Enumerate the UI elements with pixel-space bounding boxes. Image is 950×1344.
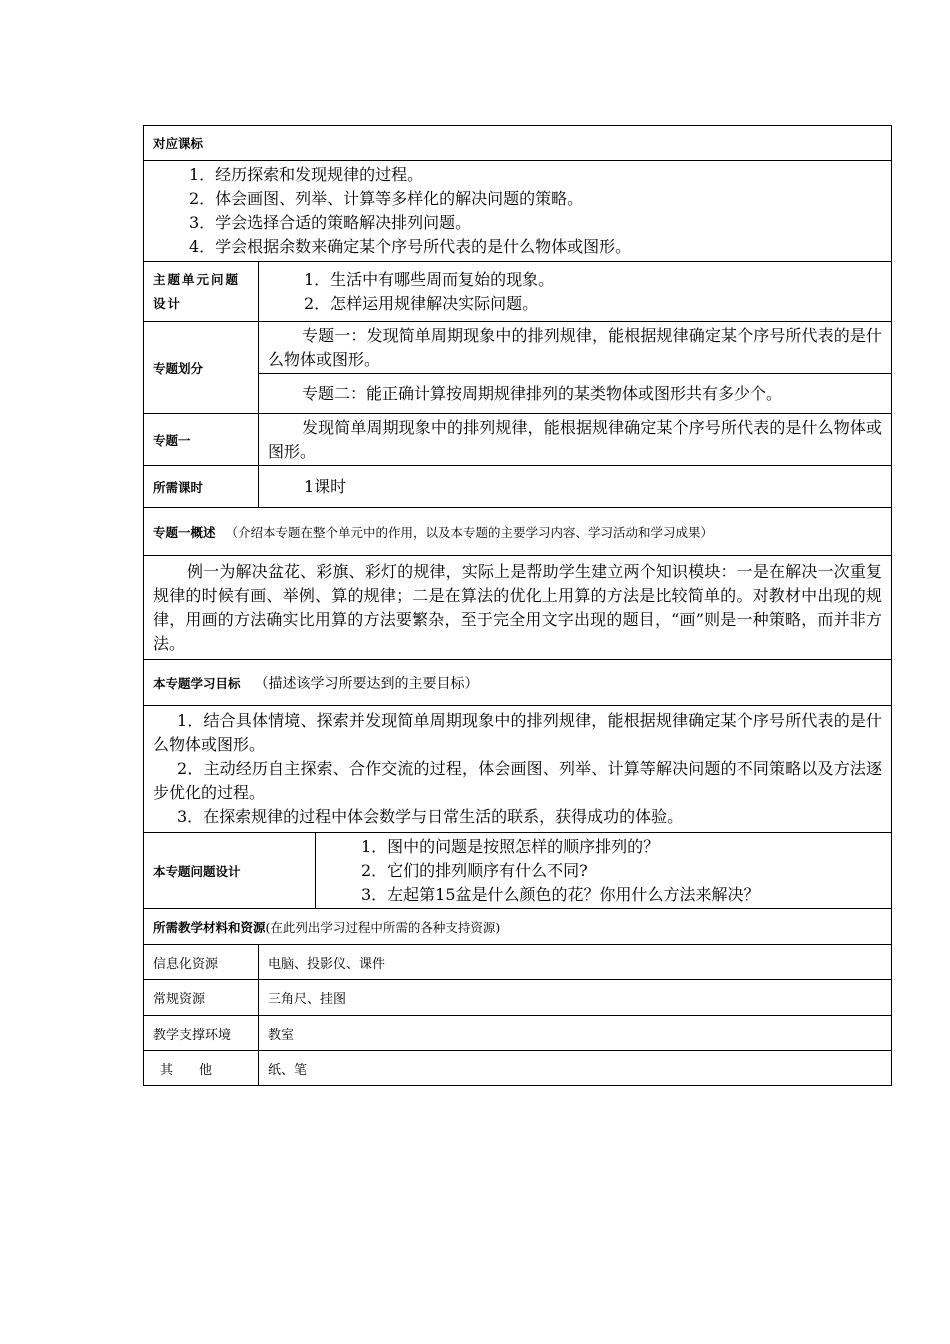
goals-list [144,706,892,833]
row-overview-header [144,508,892,556]
question-item: 1．图中的问题是按照怎样的顺序排列的？ [361,836,660,856]
row-hours [144,466,892,508]
topic1-text: 发现简单周期现象中的排列规律，能根据规律确定某个序号所代表的是什么物体或图形。 [259,414,892,466]
goal-item: 1．结合具体情境、探索并发现简单周期现象中的排列规律，能根据规律确定某个序号所代表的是什么物体或图形。 [153,711,883,754]
goals-header [144,660,892,706]
hours-label: 所需课时 [144,466,259,508]
question-item: 2．它们的排列顺序有什么不同? [361,860,588,880]
overview-header [144,508,892,556]
row-biaozhun-items [144,161,892,262]
row-unit [144,262,892,322]
resources-note: (在此列出学习过程中所需的各种支持资源) [265,919,501,935]
question-item: 3．左起第15盆是什么颜色的花？你用什么方法来解决？ [361,884,760,904]
overview-note: （介绍本专题在整个单元中的作用，以及本专题的主要学习内容、学习活动和学习成果） [225,524,714,540]
overview-label: 专题一概述 [153,524,216,540]
goal-item: 2．主动经历自主探索、合作交流的过程，体会画图、列举、计算等解决问题的不同策略以及方法逐步优化的过程。 [153,759,883,802]
unit-item: 2．怎样运用规律解决实际问题。 [304,293,539,313]
biaozhun-item: 4．学会根据余数来确定某个序号所代表的是什么物体或图形。 [189,237,632,256]
resource-label-regular: 常规资源 [144,980,259,1016]
resource-value-environment: 教室 [259,1016,892,1051]
resource-label-environment: 教学支撑环境 [144,1016,259,1051]
row-goals-items [144,706,892,833]
row-resource-other [144,1051,892,1086]
topic1-label: 专题一 [144,414,259,466]
division-item-1: 专题一：发现简单周期现象中的排列规律，能根据规律确定某个序号所代表的是什么物体或图形。 [259,322,892,374]
lesson-plan-document [143,125,891,1086]
unit-item: 1．生活中有哪些周而复始的现象。 [304,269,555,289]
hours-value: 1课时 [259,466,892,508]
resource-label-info: 信息化资源 [144,945,259,980]
resource-value-regular: 三角尺、挂图 [259,980,892,1016]
row-resource-environment [144,1016,892,1051]
row-resource-info [144,945,892,980]
goals-note: （描述该学习所要达到的主要目标） [254,675,479,692]
questions-label: 本专题问题设计 [144,833,316,909]
row-resource-regular [144,980,892,1016]
row-goals-header [144,660,892,706]
row-topic1 [144,414,892,466]
goal-item: 3．在探索规律的过程中体会数学与日常生活的联系，获得成功的体验。 [177,807,684,826]
division-label: 专题划分 [144,322,259,414]
overview-text: 例一为解决盆花、彩旗、彩灯的规律，实际上是帮助学生建立两个知识模块：一是在解决一次重复规律的时候有画、举例、算的规律；二是在算法的优化上用算的方法是比较简单的。对教材中出现的规律，用画的方法确实比用算的方法要繁杂，至于完全用文字出现的题目，“画”则是一种策略，而并非方法。 [144,556,892,660]
biaozhun-item: 1．经历探索和发现规律的过程。 [189,165,424,184]
row-overview-text [144,556,892,660]
goals-label: 本专题学习目标 [153,675,241,691]
row-questions [144,833,892,909]
resource-value-info: 电脑、投影仪、课件 [259,945,892,980]
division-item-2: 专题二：能正确计算按周期规律排列的某类物体或图形共有多少个。 [259,374,892,414]
unit-list [259,262,892,322]
row-division-1 [144,322,892,374]
resources-label: 所需教学材料和资源 [153,919,266,935]
resources-header [144,909,892,945]
lesson-plan-table [143,125,892,1086]
resource-label-other: 其 他 [144,1051,259,1086]
biaozhun-item: 2．体会画图、列举、计算等多样化的解决问题的策略。 [189,189,584,208]
questions-list [316,833,892,909]
biaozhun-item: 3．学会选择合适的策略解决排列问题。 [189,213,472,232]
biaozhun-list [144,161,892,262]
row-biaozhun-header [144,126,892,161]
resource-value-other: 纸、笔 [259,1051,892,1086]
row-resources-header [144,909,892,945]
unit-label: 主题单元问题设计 [144,262,259,322]
biaozhun-header: 对应课标 [144,126,892,161]
